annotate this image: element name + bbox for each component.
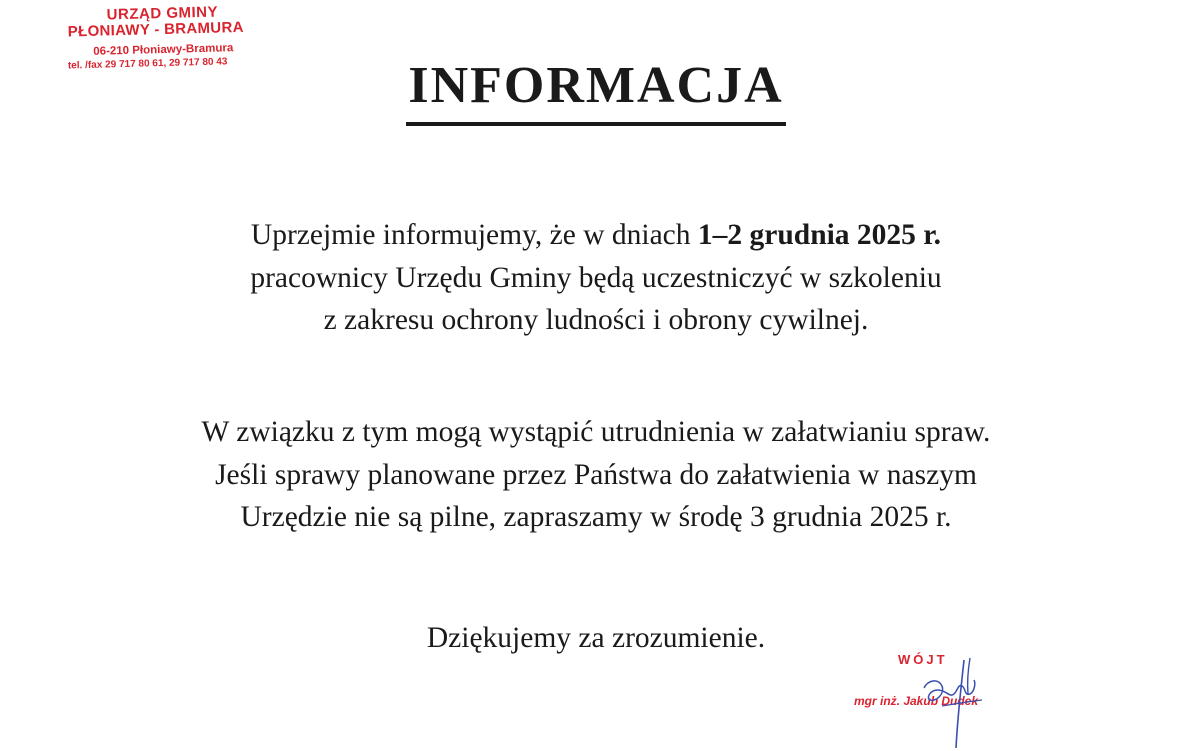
stamp-commune-name: PŁONIAWY - BRAMURA (67, 18, 244, 41)
signature-role: WÓJT (898, 652, 948, 667)
paragraph1-line1-text: Uprzejmie informujemy, że w dniach (250, 219, 698, 251)
closing-text: Dziękujemy za zrozumienie. (426, 622, 766, 654)
stamp-office-name: URZĄD GMINY (106, 3, 219, 24)
paragraph1-line3: z zakresu ochrony ludności i obrony cywilnej. (323, 304, 869, 336)
page-title (0, 52, 1192, 126)
stamp-address: 06-210 Płoniawy-Bramura (93, 42, 234, 58)
paragraph2-line1: W związku z tym mogą wystąpić utrudnienia w załatwianiu spraw. (201, 416, 991, 448)
title-text: INFORMACJA (406, 52, 785, 126)
paragraph-difficulties-notice (0, 411, 1192, 539)
paragraph1-line1 (0, 214, 1192, 257)
handwritten-signature-icon (846, 650, 1026, 751)
paragraph2-line2: Jeśli sprawy planowane przez Państwa do załatwienia w naszym (215, 458, 977, 491)
stamp-phone: tel. /fax 29 717 80 61, 29 717 80 43 (67, 56, 228, 72)
paragraph-training-notice (0, 214, 1192, 342)
training-dates: 1–2 grudnia 2025 r. (697, 219, 942, 251)
paragraph2-line3: Urzędzie nie są pilne, zapraszamy w środę 3 grudnia 2025 r. (240, 501, 952, 533)
paragraph1-line2: pracownicy Urzędu Gminy będą uczestniczyć w szkoleniu (250, 261, 942, 294)
signature-name: mgr inż. Jakub Dudek (854, 694, 979, 708)
